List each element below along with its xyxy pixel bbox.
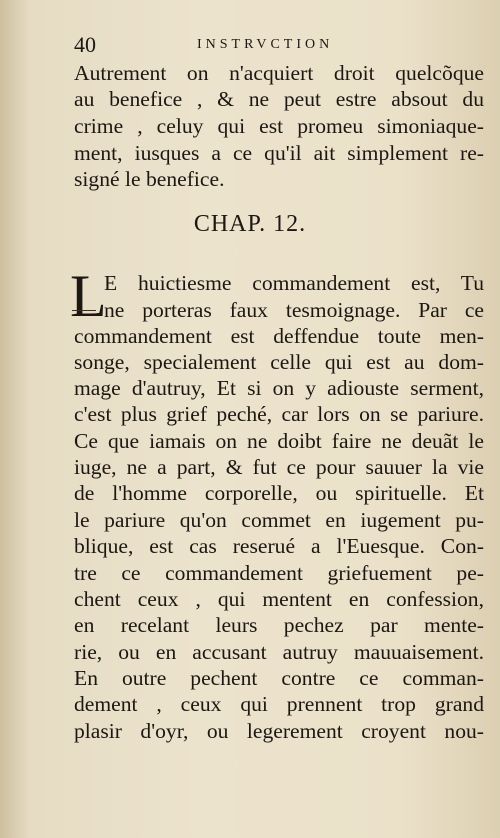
text-line: mage d'autruy, Et si on y adiouste serment,	[74, 376, 484, 400]
text-line: songe, specialement celle qui est au dom-	[74, 350, 484, 374]
text-line: rie, ou en accusant autruy mauuaisement.	[74, 640, 484, 664]
text-line: dement , ceux qui prennent trop grand	[74, 692, 484, 716]
running-title: INSTRVCTION	[197, 37, 334, 52]
text-line: Autrement on n'acquiert droit quelcõque	[74, 61, 484, 85]
text-line: ment, iusques a ce qu'il ait simplement re-	[74, 141, 484, 165]
text-line: E huictiesme commandement est, Tu	[104, 271, 484, 295]
text-line: iuge, ne a part, & fut ce pour sauuer la vie	[74, 455, 484, 479]
text-line: crime , celuy qui est promeu simoniaque-	[74, 114, 484, 138]
text-line: au benefice , & ne peut estre absout du	[74, 87, 484, 111]
text-line: Ce que iamais on ne doibt faire ne deuãt le	[74, 429, 484, 453]
text-line: ne porteras faux tesmoignage. Par ce	[104, 298, 484, 322]
text-line: de l'homme corporelle, ou spirituelle. Et	[74, 481, 484, 505]
text-line: en recelant leurs pechez par mente-	[74, 613, 484, 637]
text-line: chent ceux , qui mentent en confession,	[74, 587, 484, 611]
drop-cap-ornament	[72, 310, 96, 314]
page-number: 40	[74, 32, 96, 57]
text-line: tre ce commandement griefuement pe-	[74, 561, 484, 585]
chapter-heading: CHAP. 12.	[193, 211, 307, 237]
text-line: plasir d'oyr, ou legerement croyent nou-	[74, 719, 484, 743]
running-head	[0, 32, 500, 56]
text-line: En outre pechent contre ce comman-	[74, 666, 484, 690]
text-line: c'est plus grief peché, car lors on se pariure.	[74, 402, 484, 426]
text-line: blique, est cas reserué a l'Euesque. Con-	[74, 534, 484, 558]
text-line: commandement est deffendue toute men-	[74, 324, 484, 348]
drop-cap: L	[70, 263, 107, 329]
text-line: signé le benefice.	[74, 167, 225, 191]
text-line: le pariure qu'on commet en iugement pu-	[74, 508, 484, 532]
